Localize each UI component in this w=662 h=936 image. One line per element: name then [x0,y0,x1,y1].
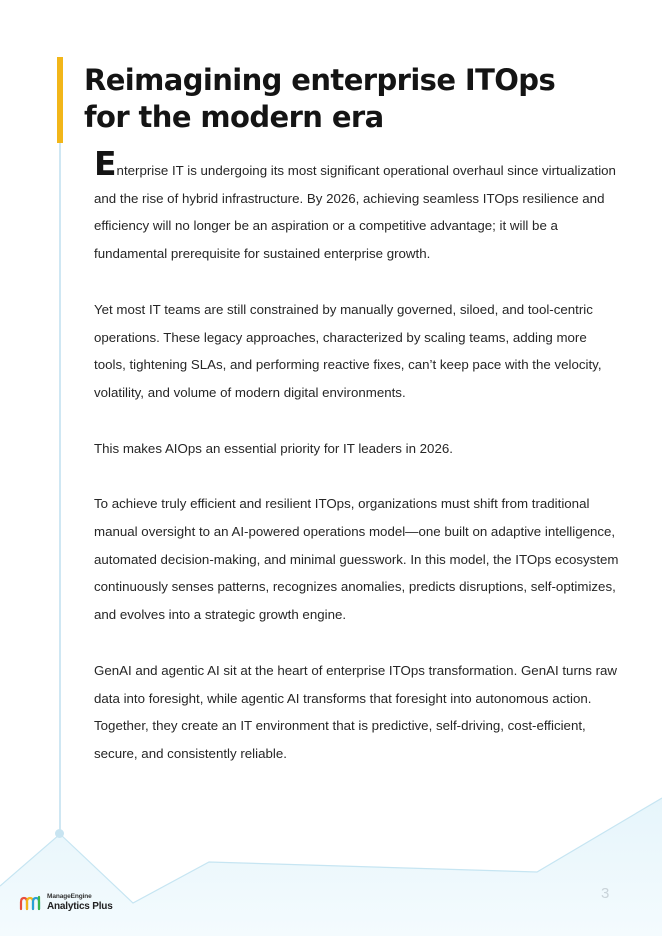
paragraph-intro [94,144,622,268]
logo-text [47,894,113,912]
page-title-line-1: Reimagining enterprise ITOps [84,63,556,97]
paragraph-aiops-priority: This makes AIOps an essential priority for IT leaders in 2026. [94,440,453,456]
paragraph-intro-text: nterprise IT is undergoing its most significant operational overhaul since virtualization and the rise of hybrid infrastructure. By 2026, achieving seamless ITOps resilience and efficiency will no longer be an aspiration or a competitive advantage; it will be a fundamental prerequisite for sustained enterprise growth. [94,163,616,262]
timeline-dot [55,829,64,838]
logo-product: Analytics Plus [47,900,113,912]
analytics-plus-logo-icon [19,893,43,913]
title-accent-bar [57,57,63,143]
timeline-line [59,143,61,833]
drop-cap: E [94,144,117,183]
page-title [84,62,604,136]
logo-brand: ManageEngine [47,893,92,901]
page-title-line-2: for the modern era [84,100,384,134]
page-number: 3 [601,885,610,902]
paragraph-genai: GenAI and agentic AI sit at the heart of enterprise ITOps transformation. GenAI turns raw data into foresight, while agentic AI transforms that foresight into autonomous action. Together, they create an IT environment that is predictive, self-driving, cost-efficient, secure, and consistently reliable. [94,662,618,761]
paragraph-legacy-ops: Yet most IT teams are still constrained by manually governed, siloed, and tool-centric operations. These legacy approaches, characterized by scaling teams, adding more tools, tightening SLAs, and performing reactive fixes, can’t keep pace with the velocity, volatility, and volume of modern digital environments. [94,301,602,400]
footer-logo [19,893,113,913]
paragraph-ai-model: To achieve truly efficient and resilient ITOps, organizations must shift from traditional manual oversight to an AI-powered operations model—one built on adaptive intelligence, automated decision-making, and minimal guesswork. In this model, the ITOps ecosystem continuously senses patterns, recognizes anomalies, predicts disruptions, self-optimizes, and evolves into a strategic growth engine. [94,496,619,623]
body-text [94,144,622,796]
